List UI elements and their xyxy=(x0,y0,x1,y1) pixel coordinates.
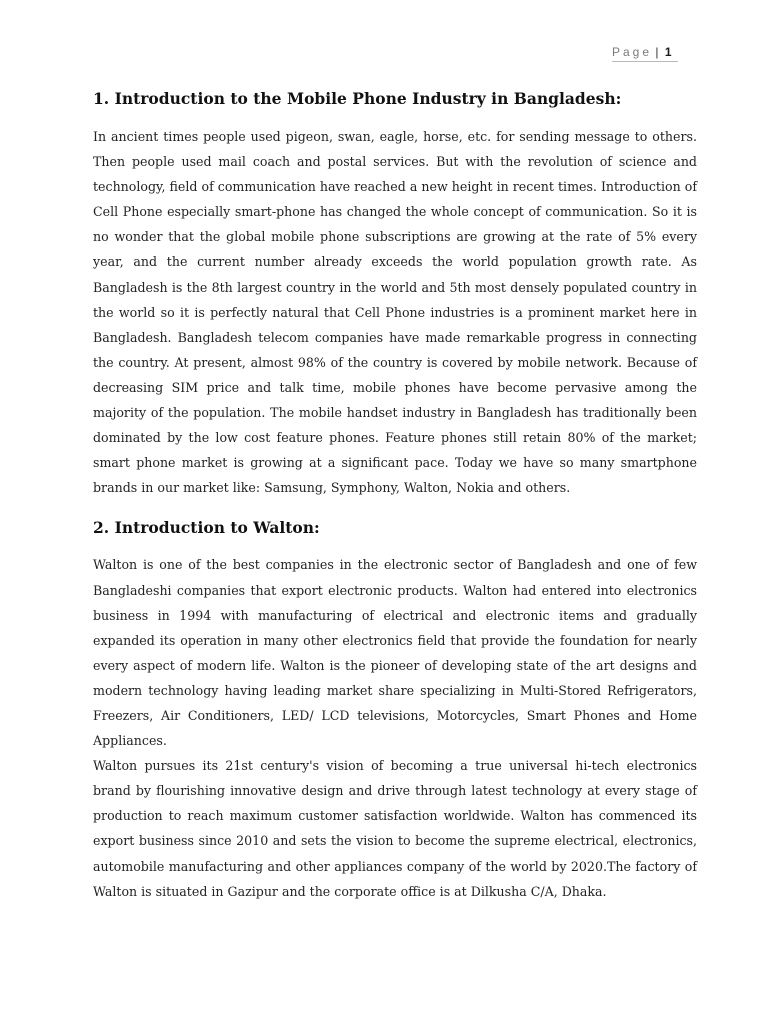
page-label: Page xyxy=(612,45,653,59)
section-heading-walton: 2. Introduction to Walton: xyxy=(93,518,320,538)
page-header xyxy=(612,43,678,62)
page-number: 1 xyxy=(664,45,672,59)
paragraph-mobile-industry: In ancient times people used pigeon, swan, eagle, horse, etc. for sending message to others. Then people used mail coach and postal services. But with the revolution of science and technology, field of communication have reached a new height in recent times. Introduction of Cell Phone especially smart-phone has changed the whole concept of communication. So it is no wonder that the global mobile phone subscriptions are growing at the rate of 5% every year, and the current number already exceeds the world population growth rate. As Bangladesh is the 8th largest country in the world and 5th most densely populated country in the world so it is perfectly natural that Cell Phone industries is a prominent market here in Bangladesh. Bangladesh telecom companies have made remarkable progress in connecting the country. At present, almost 98% of the country is covered by mobile network. Because of decreasing SIM price and talk time, mobile phones have become pervasive among the majority of the population. The mobile handset industry in Bangladesh has traditionally been dominated by the low cost feature phones. Feature phones still retain 80% of the market; smart phone market is growing at a significant pace. Today we have so many smartphone brands in our market like: Samsung, Symphony, Walton, Nokia and others. xyxy=(93,129,697,496)
paragraph-walton-vision: Walton pursues its 21st century's vision of becoming a true universal hi-tech electronics brand by flourishing innovative design and drive through latest technology at every stage of production to reach maximum customer satisfaction worldwide. Walton has commenced its export business since 2010 and sets the vision to become the supreme electrical, electronics, automobile manufacturing and other appliances company of the world by 2020.The factory of Walton is situated in Gazipur and the corporate office is at Dilkusha C/A, Dhaka. xyxy=(93,758,697,899)
paragraph-walton-overview: Walton is one of the best companies in the electronic sector of Bangladesh and one of few Bangladeshi companies that export electronic products. Walton had entered into electronics business in 1994 with manufacturing of electrical and electronic items and gradually expanded its operation in many other electronics field that provide the foundation for nearly every aspect of modern life. Walton is the pioneer of developing state of the art designs and modern technology having leading market share specializing in Multi-Stored Refrigerators, Freezers, Air Conditioners, LED/ LCD televisions, Motorcycles, Smart Phones and Home Appliances. xyxy=(93,557,697,749)
section-heading-mobile-industry: 1. Introduction to the Mobile Phone Industry in Bangladesh: xyxy=(93,89,622,108)
page-separator: | xyxy=(655,45,659,59)
document-body xyxy=(93,86,697,904)
